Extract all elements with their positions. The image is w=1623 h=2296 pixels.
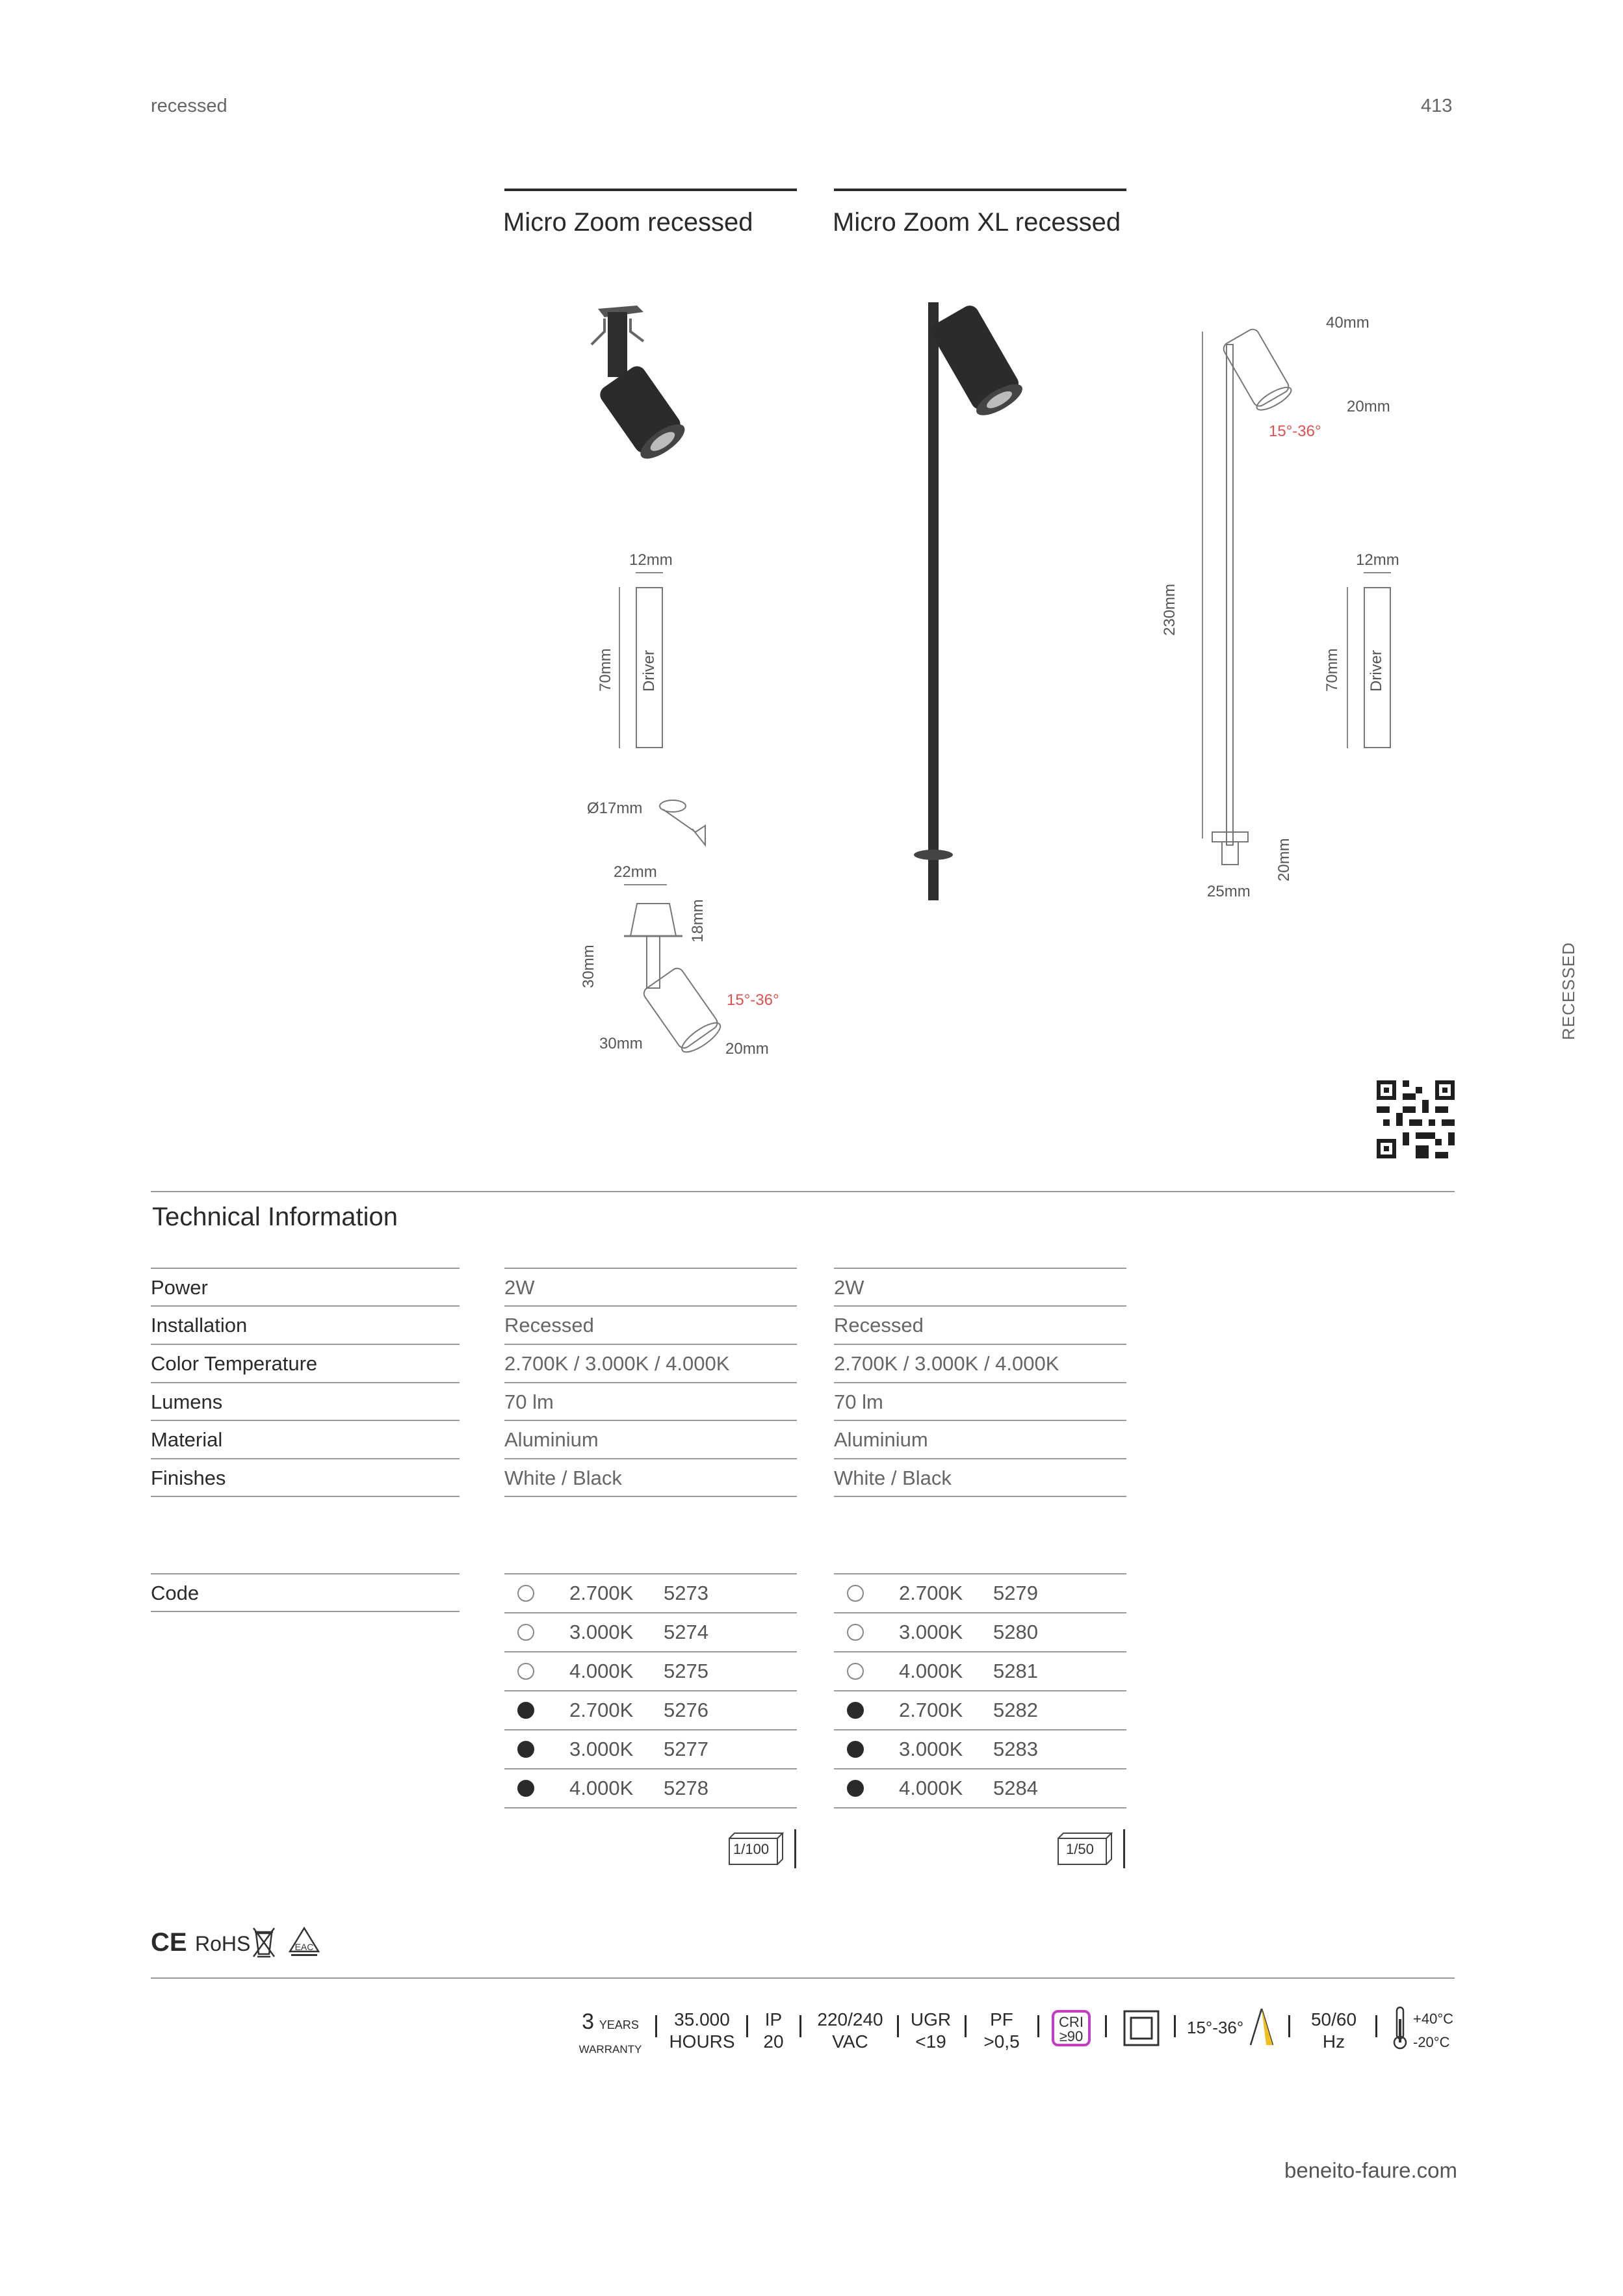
spec-separator — [655, 2015, 657, 2037]
code-temp: 2.700K — [899, 1582, 963, 1604]
cri-badge-icon — [1052, 2010, 1091, 2046]
code-number: 5281 — [993, 1660, 1038, 1682]
code-temp: 2.700K — [899, 1699, 963, 1721]
code-number: 5283 — [993, 1738, 1038, 1760]
voltage-spec — [811, 2009, 889, 2053]
voltage-top: 220/240 — [817, 2009, 883, 2029]
temperature-range — [1413, 2007, 1453, 2054]
code-row — [504, 1729, 797, 1768]
weee-bin-icon — [251, 1925, 277, 1959]
code-temp: 4.000K — [899, 1777, 963, 1799]
code-number: 5277 — [664, 1738, 708, 1760]
p1-beam-dim: 15°-36° — [727, 991, 779, 1009]
p2-driver-height-line — [1347, 587, 1348, 748]
spec-label-lumens: Lumens — [151, 1382, 460, 1420]
spec-separator — [799, 2015, 801, 2037]
thermometer-icon — [1391, 2006, 1409, 2050]
section-label: recessed — [151, 96, 227, 116]
product2-title-rule — [834, 189, 1126, 191]
code-number: 5282 — [993, 1699, 1038, 1721]
spec-separator — [1375, 2015, 1377, 2037]
product2-photo — [897, 299, 1066, 904]
spec-p1-material: Aluminium — [504, 1420, 797, 1457]
p1-mount-width-line — [624, 884, 667, 885]
finish-white-icon — [517, 1624, 534, 1641]
spec-separator — [1288, 2015, 1290, 2037]
p1-driver-width-line — [636, 572, 663, 573]
spec-p2-finishes: White / Black — [834, 1458, 1126, 1497]
p2-driver-width-line — [1364, 572, 1391, 573]
code-number: 5279 — [993, 1582, 1038, 1604]
hours-bottom: HOURS — [669, 2031, 735, 2052]
p2-base-width-dim: 25mm — [1207, 883, 1251, 900]
code-temp: 3.000K — [899, 1738, 963, 1760]
spec-separator — [965, 2015, 967, 2037]
spec-p1-installation: Recessed — [504, 1305, 797, 1343]
code-number: 5275 — [664, 1660, 708, 1682]
ugr-spec — [905, 2009, 957, 2053]
p2-driver-label: Driver — [1368, 650, 1385, 692]
hours-top: 35.000 — [674, 2009, 730, 2029]
spec-p1-power: 2W — [504, 1268, 797, 1305]
code-row — [504, 1573, 797, 1612]
p1-driver-label: Driver — [640, 650, 658, 692]
temp-max: +40°C — [1413, 2011, 1454, 2027]
warranty-spec — [575, 2011, 646, 2058]
finish-white-icon — [517, 1585, 534, 1602]
ip-spec — [755, 2009, 792, 2053]
code-label: Code — [151, 1573, 460, 1612]
product1-title: Micro Zoom recessed — [503, 208, 753, 237]
code-row — [834, 1729, 1126, 1768]
finish-white-icon — [517, 1663, 534, 1680]
p2-driver-height-dim: 70mm — [1323, 648, 1341, 692]
code-row — [834, 1651, 1126, 1690]
beam-angle-icon — [1247, 2006, 1277, 2048]
svg-text:EAC: EAC — [294, 1942, 314, 1952]
p1-body-height-dim: 30mm — [580, 945, 597, 988]
code-row — [504, 1768, 797, 1808]
p2-stem-drawing — [1186, 319, 1329, 923]
hours-spec — [666, 2009, 738, 2053]
spec-p2-installation: Recessed — [834, 1305, 1126, 1343]
finish-black-icon — [847, 1741, 864, 1758]
spec-separator — [746, 2015, 748, 2037]
code-number: 5280 — [993, 1621, 1038, 1643]
footer-url[interactable]: beneito-faure.com — [1284, 2158, 1457, 2182]
technical-title: Technical Information — [152, 1203, 398, 1231]
product1-title-rule — [504, 189, 797, 191]
side-tab-label: RECESSED — [1559, 941, 1578, 1040]
finish-black-icon — [517, 1741, 534, 1758]
page-number: 413 — [1421, 96, 1453, 116]
code-row — [834, 1573, 1126, 1612]
rohs-mark: RoHS — [195, 1932, 251, 1955]
spec-p1-lumens: 70 lm — [504, 1382, 797, 1420]
code-temp: 3.000K — [569, 1738, 634, 1760]
spec-label-color-temperature: Color Temperature — [151, 1344, 460, 1381]
p2-beam-dim: 15°-36° — [1269, 423, 1321, 440]
pack-qty-1: 1/100 — [733, 1841, 770, 1857]
eac-mark-icon — [286, 1925, 322, 1959]
p1-driver-height-dim: 70mm — [597, 648, 614, 692]
specs-top-rule — [151, 1977, 1455, 1979]
p2-stem-height-dim: 230mm — [1161, 583, 1178, 636]
pack-qty-2: 1/50 — [1066, 1841, 1094, 1857]
spec-label-power: Power — [151, 1268, 460, 1305]
code-row — [834, 1768, 1126, 1808]
voltage-bottom: VAC — [832, 2031, 868, 2052]
p2-driver-width-dim: 12mm — [1356, 551, 1399, 569]
freq-top: 50/60 — [1310, 2009, 1357, 2029]
spec-p2-power: 2W — [834, 1268, 1126, 1305]
code-row — [834, 1612, 1126, 1651]
spec-separator — [1037, 2015, 1039, 2037]
code-temp: 4.000K — [569, 1660, 634, 1682]
code-number: 5284 — [993, 1777, 1038, 1799]
ugr-top: UGR — [910, 2009, 952, 2029]
cri-bottom: ≥90 — [1059, 2028, 1084, 2044]
code-row — [834, 1690, 1126, 1729]
p2-head-diameter-dim: 20mm — [1347, 398, 1390, 415]
code-temp: 2.700K — [569, 1582, 634, 1604]
warranty-num: 3 — [582, 2009, 595, 2034]
finish-black-icon — [847, 1780, 864, 1797]
finish-white-icon — [847, 1585, 864, 1602]
temp-min: -20°C — [1413, 2034, 1450, 2050]
spec-label-finishes: Finishes — [151, 1458, 460, 1497]
p1-mount-drawing — [611, 891, 754, 1060]
spec-p1-color-temperature: 2.700K / 3.000K / 4.000K — [504, 1344, 797, 1381]
p1-driver-width-dim: 12mm — [629, 551, 673, 569]
p1-cutout-dim: Ø17mm — [587, 800, 643, 817]
code-row — [504, 1651, 797, 1690]
ce-mark: CE — [151, 1928, 187, 1957]
p2-head-length-dim: 40mm — [1326, 314, 1370, 332]
spec-p2-lumens: 70 lm — [834, 1382, 1126, 1420]
pf-bottom: >0,5 — [983, 2031, 1020, 2052]
p1-driver-height-line — [619, 587, 620, 748]
code-temp: 2.700K — [569, 1699, 634, 1721]
code-number: 5274 — [664, 1621, 708, 1643]
finish-black-icon — [517, 1780, 534, 1797]
code-temp: 4.000K — [899, 1660, 963, 1682]
p1-mount-width-dim: 22mm — [614, 863, 657, 881]
cutout-icon — [656, 796, 715, 848]
beam-spec: 15°-36° — [1187, 2018, 1244, 2037]
warranty-top: YEARS — [599, 2018, 639, 2031]
warranty-bottom: WARRANTY — [578, 2043, 642, 2055]
finish-black-icon — [517, 1702, 534, 1719]
code-row — [504, 1690, 797, 1729]
pf-top: PF — [990, 2009, 1013, 2029]
technical-top-rule — [151, 1191, 1455, 1192]
spec-label-installation: Installation — [151, 1305, 460, 1343]
spec-label-material: Material — [151, 1420, 460, 1457]
p1-mount-depth-dim: 18mm — [689, 899, 707, 943]
finish-black-icon — [847, 1702, 864, 1719]
ip-top: IP — [764, 2009, 783, 2029]
qr-code-icon[interactable] — [1377, 1080, 1455, 1158]
code-temp: 3.000K — [569, 1621, 634, 1643]
code-temp: 4.000K — [569, 1777, 634, 1799]
frequency-spec — [1301, 2009, 1366, 2053]
code-temp: 3.000K — [899, 1621, 963, 1643]
code-row — [504, 1612, 797, 1651]
p1-body-length-dim: 30mm — [599, 1035, 643, 1052]
spec-p2-color-temperature: 2.700K / 3.000K / 4.000K — [834, 1344, 1126, 1381]
finish-white-icon — [847, 1624, 864, 1641]
ip-bottom: 20 — [763, 2031, 784, 2052]
spec-separator — [1174, 2015, 1176, 2037]
code-number: 5276 — [664, 1699, 708, 1721]
spec-separator — [1105, 2015, 1107, 2037]
ugr-bottom: <19 — [915, 2031, 946, 2052]
insulation-class-icon — [1123, 2010, 1160, 2046]
cri-top: CRI — [1059, 2014, 1084, 2030]
code-number: 5278 — [664, 1777, 708, 1799]
spec-p1-finishes: White / Black — [504, 1458, 797, 1497]
spec-separator — [897, 2015, 899, 2037]
freq-bottom: Hz — [1322, 2031, 1345, 2052]
p1-head-diameter-dim: 20mm — [725, 1040, 769, 1058]
finish-white-icon — [847, 1663, 864, 1680]
pf-spec — [972, 2009, 1031, 2053]
product2-title: Micro Zoom XL recessed — [833, 208, 1121, 237]
p2-base-height-dim: 20mm — [1275, 838, 1293, 881]
spec-p2-material: Aluminium — [834, 1420, 1126, 1457]
product1-photo — [578, 299, 728, 468]
code-number: 5273 — [664, 1582, 708, 1604]
